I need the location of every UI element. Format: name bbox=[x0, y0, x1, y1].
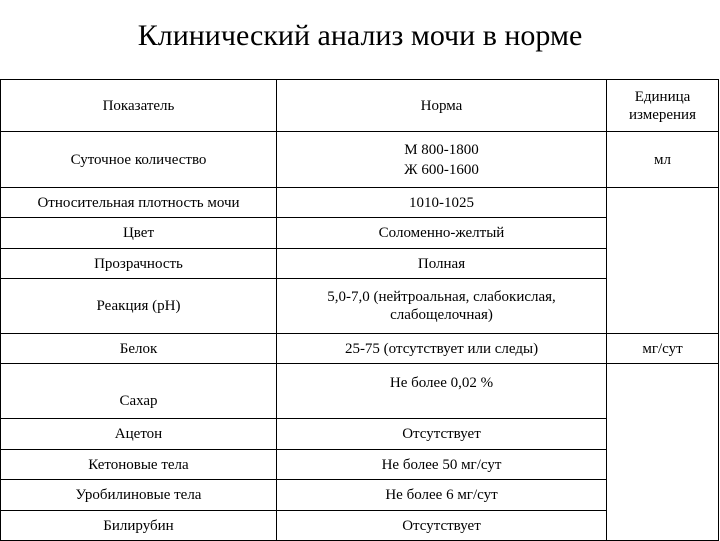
table-row bbox=[1, 132, 719, 188]
indicator-cell: Билирубин bbox=[1, 511, 277, 541]
norm-cell: 25-75 (отсутствует или следы) bbox=[277, 334, 607, 364]
indicator-cell: Реакция (pH) bbox=[1, 279, 277, 334]
unit-cell: мл bbox=[607, 132, 719, 188]
norm-cell: Отсутствует bbox=[277, 419, 607, 450]
table-row bbox=[1, 364, 719, 419]
norm-cell: 1010-1025 bbox=[277, 188, 607, 218]
header-row bbox=[1, 80, 719, 132]
indicator-cell: Кетоновые тела bbox=[1, 450, 277, 480]
indicator-cell: Уробилиновые тела bbox=[1, 480, 277, 511]
norm-cell: Не более 50 мг/сут bbox=[277, 450, 607, 480]
header-indicator: Показатель bbox=[1, 80, 277, 132]
urine-analysis-table bbox=[0, 79, 719, 541]
table-row bbox=[1, 334, 719, 364]
unit-cell-empty bbox=[607, 188, 719, 334]
table-row bbox=[1, 188, 719, 218]
indicator-cell: Суточное количество bbox=[1, 132, 277, 188]
norm-cell: Не более 6 мг/сут bbox=[277, 480, 607, 511]
norm-cell: Не более 0,02 % bbox=[277, 364, 607, 419]
norm-cell: Соломенно-желтый bbox=[277, 218, 607, 249]
unit-cell: мг/сут bbox=[607, 334, 719, 364]
norm-cell: Полная bbox=[277, 249, 607, 279]
header-norm: Норма bbox=[277, 80, 607, 132]
norm-cell: 5,0-7,0 (нейтроальная, слабокислая, слабощелочная) bbox=[277, 279, 607, 334]
norm-cell: Отсутствует bbox=[277, 511, 607, 541]
indicator-cell: Прозрачность bbox=[1, 249, 277, 279]
norm-line-female: Ж 600-1600 bbox=[404, 161, 479, 178]
indicator-cell: Белок bbox=[1, 334, 277, 364]
indicator-cell: Относительная плотность мочи bbox=[1, 188, 277, 218]
page-title: Клинический анализ мочи в норме bbox=[137, 19, 583, 52]
norm-line-male: М 800-1800 bbox=[404, 141, 479, 158]
indicator-cell: Сахар bbox=[1, 364, 277, 419]
header-unit: Единица измерения bbox=[607, 80, 719, 132]
norm-cell bbox=[277, 132, 607, 188]
indicator-cell: Ацетон bbox=[1, 419, 277, 450]
unit-cell-empty bbox=[607, 364, 719, 541]
indicator-cell: Цвет bbox=[1, 218, 277, 249]
